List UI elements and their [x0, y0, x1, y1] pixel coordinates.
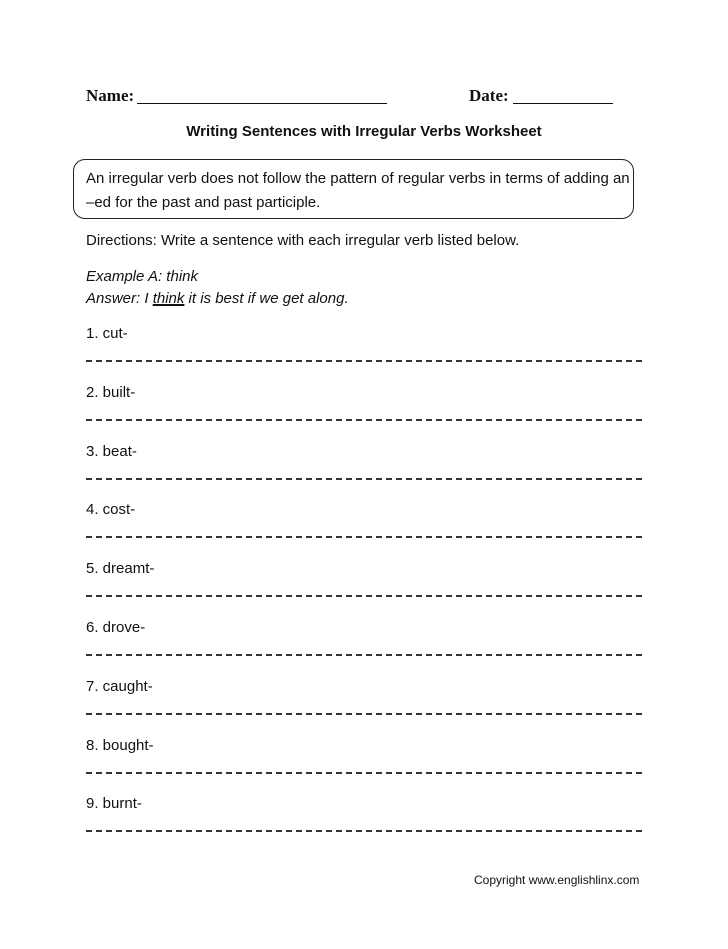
answer-line[interactable]	[86, 654, 642, 656]
definition-line-2: –ed for the past and past participle.	[86, 194, 321, 211]
directions: Directions: Write a sentence with each irregular verb listed below.	[86, 232, 520, 249]
item-label: 8. bought-	[86, 736, 154, 754]
copyright-footer: Copyright www.englishlinx.com	[474, 873, 640, 887]
item-label: 5. dreamt-	[86, 560, 155, 578]
answer-line[interactable]	[86, 713, 642, 715]
answer-line[interactable]	[86, 830, 642, 832]
date-label: Date:	[469, 86, 509, 105]
list-item	[86, 678, 642, 737]
name-field[interactable]	[137, 103, 387, 104]
answer-line[interactable]	[86, 772, 642, 774]
list-item	[86, 501, 642, 560]
header-row	[86, 86, 626, 110]
answer-line[interactable]	[86, 419, 642, 421]
definition-line-1: An irregular verb does not follow the pattern of regular verbs in terms of adding an	[86, 170, 630, 187]
name-label: Name:	[86, 86, 135, 105]
list-item	[86, 737, 642, 796]
example-answer	[86, 288, 349, 310]
worksheet-title: Writing Sentences with Irregular Verbs Worksheet	[186, 123, 542, 140]
definition-box	[73, 159, 634, 219]
item-label: 1. cut-	[86, 325, 128, 342]
answer-prefix: Answer: I	[86, 290, 153, 307]
item-label: 2. built-	[86, 383, 136, 401]
list-item	[86, 619, 642, 678]
answer-line[interactable]	[86, 360, 642, 362]
list-item	[86, 560, 642, 619]
date-field[interactable]	[513, 103, 613, 104]
item-label: 9. burnt-	[86, 795, 142, 813]
verb-list	[86, 325, 642, 854]
list-item	[86, 443, 642, 502]
answer-line[interactable]	[86, 478, 642, 480]
item-label: 7. caught-	[86, 677, 153, 695]
answer-line[interactable]	[86, 536, 642, 538]
item-label: 4. cost-	[86, 501, 136, 519]
example-block	[86, 266, 349, 310]
list-item	[86, 384, 642, 443]
item-label: 6. drove-	[86, 618, 146, 636]
answer-underlined-verb: think	[152, 290, 185, 307]
list-item	[86, 325, 642, 384]
example-label: Example A: think	[86, 268, 198, 285]
answer-line[interactable]	[86, 595, 642, 597]
list-item	[86, 795, 642, 854]
item-label: 3. beat-	[86, 442, 137, 460]
answer-suffix: it is best if we get along.	[184, 290, 349, 307]
